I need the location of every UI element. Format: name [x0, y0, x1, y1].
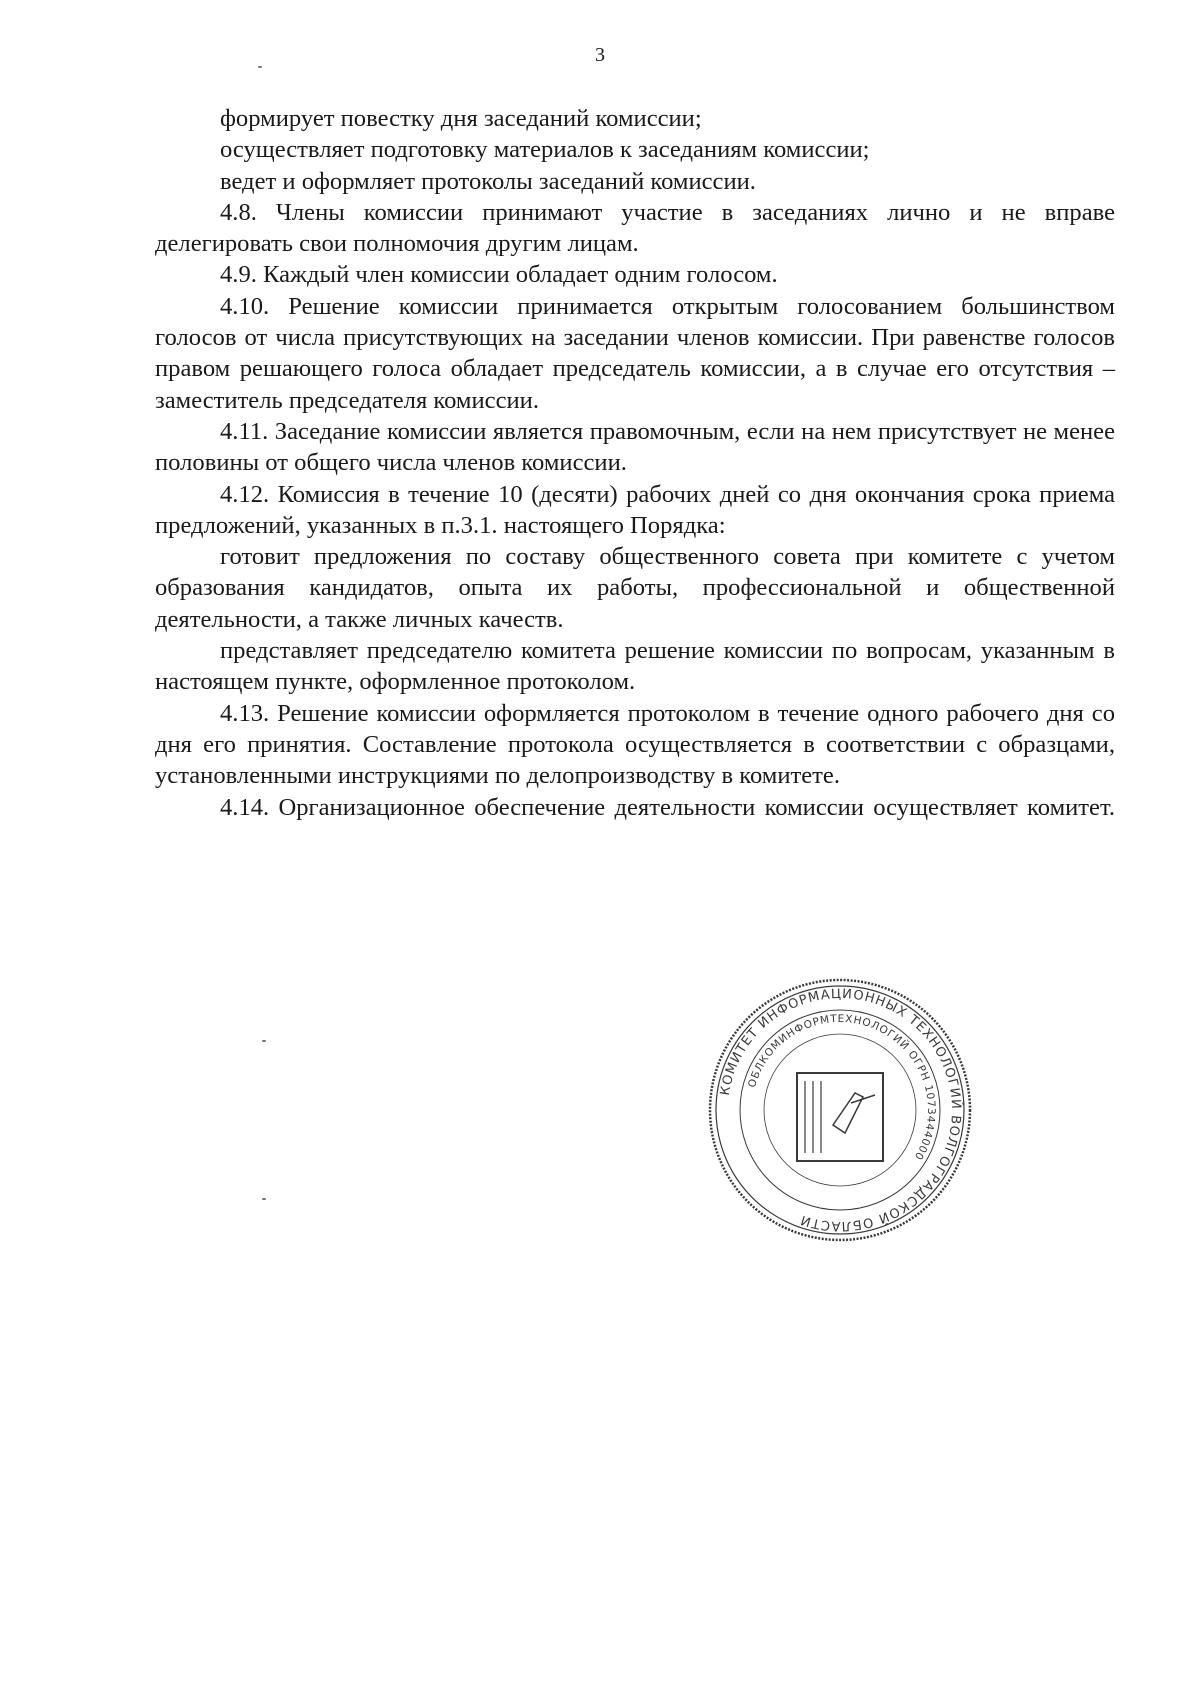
document-body — [155, 103, 1115, 823]
paragraph-protocols: ведет и оформляет протоколы заседаний комиссии. — [220, 167, 756, 195]
paragraph-4-14: 4.14. Организационное обеспечение деятельности комиссии осуществляет комитет. — [220, 793, 1115, 821]
scan-speck — [258, 66, 262, 68]
paragraph-materials: осуществляет подготовку материалов к заседаниям комиссии; — [220, 136, 870, 164]
seal-emblem-frame — [797, 1073, 883, 1161]
scan-speck — [262, 1040, 266, 1042]
paragraph-4-10: 4.10. Решение комиссии принимается открытым голосованием большинством голосов от числа присутствующих на заседании членов комиссии. При равенстве голосов правом решающего голоса обладает председатель комиссии, а в случае его отсутствия – заместитель председателя комиссии. — [155, 292, 1115, 414]
paragraph-4-13: 4.13. Решение комиссии оформляется протоколом в течение одного рабочего дня со дня его принятия. Составление протокола осуществляется в соответствии с образцами, установленными инструкциями по делопроизводству в комитете. — [155, 699, 1115, 790]
page-number: 3 — [595, 44, 605, 66]
paragraph-4-9: 4.9. Каждый член комиссии обладает одним голосом. — [220, 261, 778, 289]
seal-emblem-lines — [805, 1081, 821, 1153]
scan-speck — [262, 1198, 266, 1200]
seal-inner-text: ОБЛКОМИНФОРМТЕХНОЛОГИЙ ОГРН 1073444000 — [746, 1012, 938, 1163]
paragraph-4-11: 4.11. Заседание комиссии является правомочным, если на нем присутствует не менее половины от общего числа членов комиссии. — [155, 417, 1115, 477]
paragraph-proposals: готовит предложения по составу общественного совета при комитете с учетом образования кандидатов, опыта их работы, профессиональной и общественной деятельности, а также личных качеств. — [155, 543, 1115, 633]
seal-inner-ring — [764, 1034, 916, 1186]
official-seal-stamp — [705, 975, 975, 1245]
paragraph-4-8: 4.8. Члены комиссии принимают участие в заседаниях лично и не вправе делегировать свои полномочия другим лицам. — [155, 198, 1115, 258]
seal-middle-ring — [740, 1010, 940, 1210]
seal-outer-text: КОМИТЕТ ИНФОРМАЦИОННЫХ ТЕХНОЛОГИЙ ВОЛГОГРАДСКОЙ ОБЛАСТИ — [717, 986, 964, 1234]
paragraph-agenda: формирует повестку дня заседаний комиссии; — [220, 105, 702, 132]
paragraph-submission: представляет председателю комитета решение комиссии по вопросам, указанным в настоящем пункте, оформленное протоколом. — [155, 637, 1115, 696]
paragraph-4-12: 4.12. Комиссия в течение 10 (десяти) рабочих дней со дня окончания срока приема предложений, указанных в п.3.1. настоящего Порядка: — [155, 480, 1115, 539]
seal-emblem-figure — [833, 1093, 875, 1133]
